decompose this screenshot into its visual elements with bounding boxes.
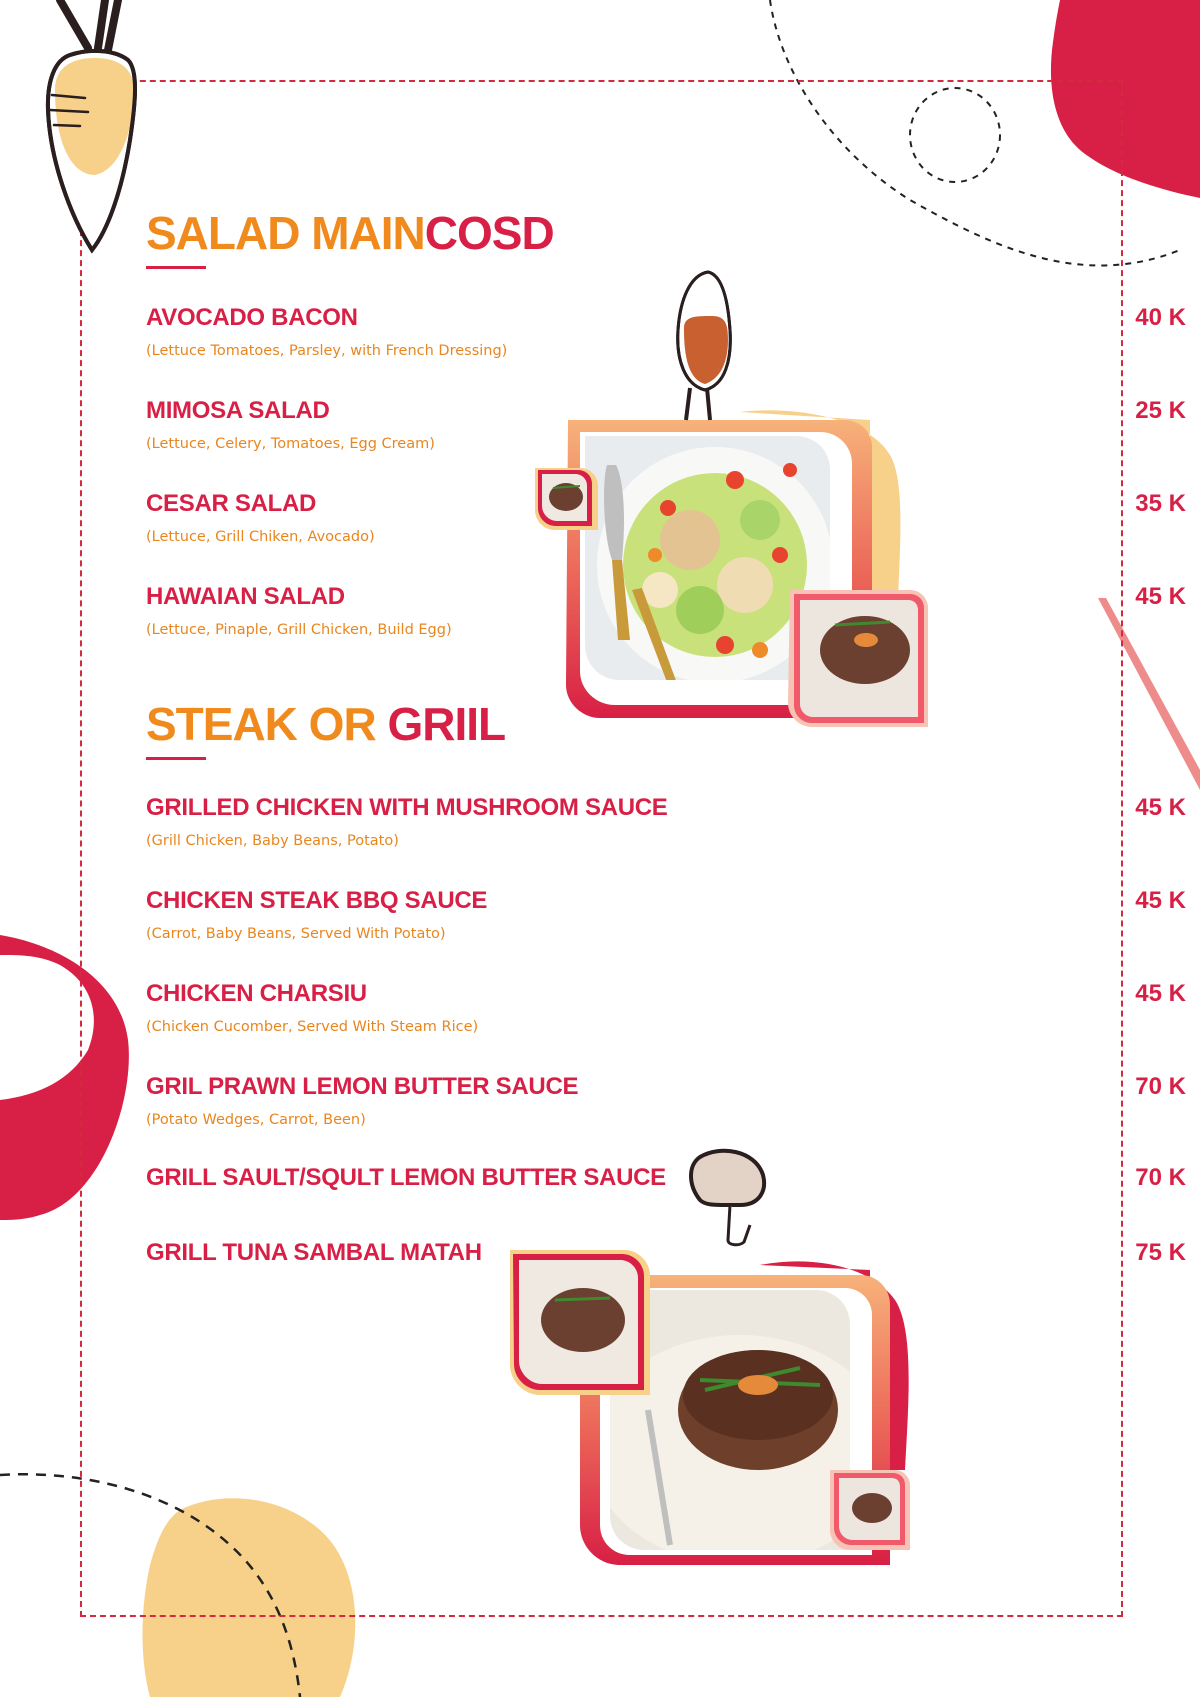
carrot-icon-top-left [48, 0, 135, 250]
menu-item-name: CESAR SALAD [146, 490, 317, 517]
menu-item-description: (Lettuce, Pinaple, Grill Chicken, Build Egg) [146, 622, 452, 638]
menu-item-name: GRILL TUNA SAMBAL MATAH [146, 1239, 482, 1266]
menu-item-description: (Lettuce, Celery, Tomatoes, Egg Cream) [146, 436, 435, 452]
menu-item-name: CHICKEN CHARSIU [146, 980, 367, 1007]
menu-item [146, 583, 1186, 638]
menu-item-description: (Chicken Cucomber, Served With Steam Rice) [146, 1019, 479, 1035]
menu-item [146, 1164, 1186, 1192]
menu-item [146, 1073, 1186, 1128]
menu-item-name: GRILLED CHICKEN WITH MUSHROOM SAUCE [146, 794, 668, 821]
menu-item-price: 45 K [1135, 980, 1186, 1007]
menu-item [146, 304, 1186, 359]
section-title-part2: GRIIL [387, 698, 506, 750]
menu-item-price: 75 K [1135, 1239, 1186, 1266]
menu-item-description: (Lettuce Tomatoes, Parsley, with French Dressing) [146, 343, 508, 359]
menu-item-price: 70 K [1135, 1164, 1186, 1191]
menu-item-description: (Grill Chicken, Baby Beans, Potato) [146, 833, 399, 849]
menu-item [146, 1239, 1186, 1267]
section-title-underline [146, 757, 206, 760]
section-title-salad [146, 206, 554, 260]
menu-item [146, 794, 1186, 849]
menu-item-name: MIMOSA SALAD [146, 397, 330, 424]
menu-item-description: (Potato Wedges, Carrot, Been) [146, 1112, 366, 1128]
section-title-part1: STEAK OR [146, 698, 388, 750]
menu-item [146, 887, 1186, 942]
menu-item [146, 397, 1186, 452]
menu-item-price: 45 K [1135, 583, 1186, 610]
menu-item-price: 35 K [1135, 490, 1186, 517]
menu-item [146, 980, 1186, 1035]
section-title-steak [146, 697, 505, 751]
section-title-part2: COSD [424, 207, 554, 259]
menu-item-price: 45 K [1135, 887, 1186, 914]
menu-item-name: GRIL PRAWN LEMON BUTTER SAUCE [146, 1073, 579, 1100]
steak-photo-block [510, 1250, 910, 1565]
menu-item-name: HAWAIAN SALAD [146, 583, 345, 610]
section-title-underline [146, 266, 206, 269]
menu-item-name: CHICKEN STEAK BBQ SAUCE [146, 887, 488, 914]
menu-item-description: (Carrot, Baby Beans, Served With Potato) [146, 926, 446, 942]
menu-item-name: AVOCADO BACON [146, 304, 358, 331]
menu-item [146, 490, 1186, 545]
menu-item-price: 70 K [1135, 1073, 1186, 1100]
menu-item-description: (Lettuce, Grill Chiken, Avocado) [146, 529, 375, 545]
menu-item-price: 45 K [1135, 794, 1186, 821]
section-title-part1: SALAD MAIN [146, 207, 425, 259]
menu-item-price: 40 K [1135, 304, 1186, 331]
menu-item-price: 25 K [1135, 397, 1186, 424]
menu-item-name: GRILL SAULT/SQULT LEMON BUTTER SAUCE [146, 1164, 666, 1191]
salad-photo-block [535, 410, 928, 727]
